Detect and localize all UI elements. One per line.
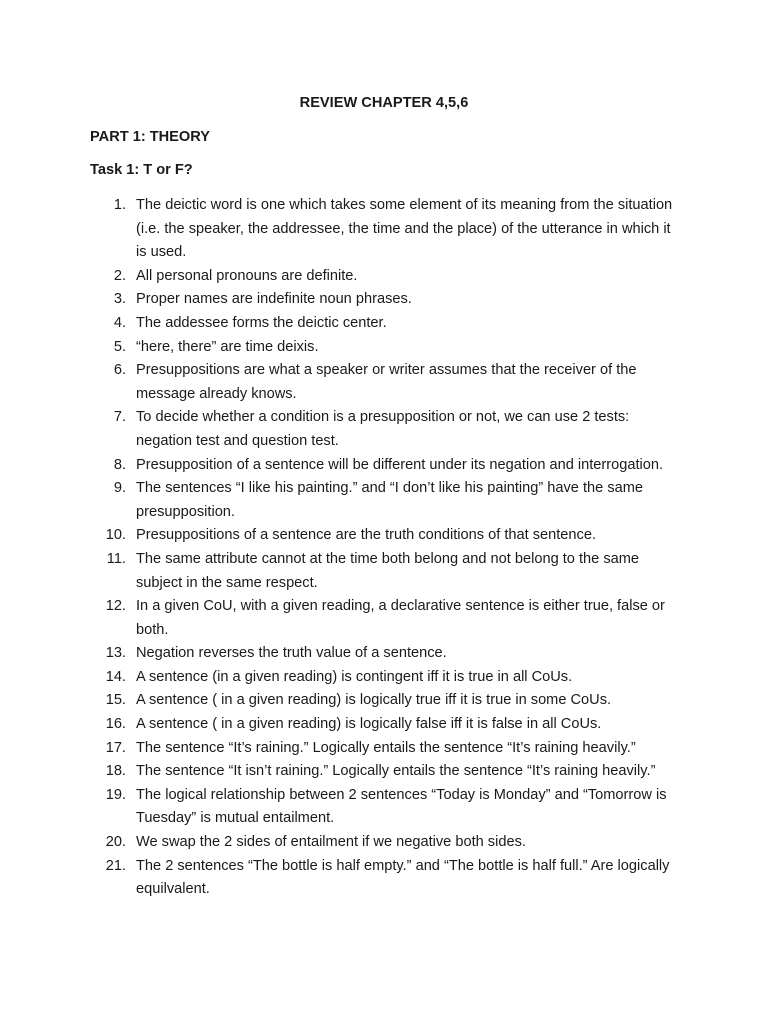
item-number: 2. (113, 267, 126, 284)
list-item (0, 760, 768, 784)
item-number: 20. (105, 834, 126, 851)
item-text: The sentence “It isn’t raining.” Logically entails the sentence “It’s raining heavily.” (136, 763, 656, 780)
list-item (0, 855, 768, 902)
document-title: REVIEW CHAPTER 4,5,6 (299, 95, 469, 111)
item-number: 15. (105, 692, 126, 709)
item-text: A sentence ( in a given reading) is logically false iff it is false in all CoUs. (136, 716, 602, 733)
item-number: 6. (113, 362, 126, 379)
item-text: Presupposition of a sentence will be different under its negation and interrogation. (136, 456, 664, 473)
item-text: The logical relationship between 2 sentences “Today is Monday” and “Tomorrow is Tuesday” is mutual entailment. (136, 786, 667, 827)
item-number: 18. (105, 763, 126, 780)
task-heading: Task 1: T or F? (90, 162, 193, 178)
item-number: 7. (113, 409, 126, 426)
list-item (0, 548, 768, 595)
item-text: The sentence “It’s raining.” Logically entails the sentence “It’s raining heavily.” (136, 739, 636, 756)
list-item (0, 359, 768, 406)
list-item (0, 336, 768, 360)
list-item (0, 737, 768, 761)
list-item (0, 454, 768, 478)
item-number: 13. (105, 645, 126, 662)
question-list (0, 194, 768, 902)
item-text: The same attribute cannot at the time both belong and not belong to the same subject in the same respect. (136, 550, 640, 591)
list-item (0, 265, 768, 289)
part-heading: PART 1: THEORY (90, 129, 210, 145)
list-item (0, 288, 768, 312)
list-item (0, 406, 768, 453)
list-item (0, 831, 768, 855)
list-item (0, 477, 768, 524)
item-text: A sentence (in a given reading) is contingent iff it is true in all CoUs. (136, 668, 573, 685)
item-number: 16. (105, 716, 126, 733)
item-text: The addessee forms the deictic center. (136, 314, 387, 331)
item-text: Presuppositions are what a speaker or writer assumes that the receiver of the message already knows. (136, 362, 637, 402)
list-item (0, 666, 768, 690)
item-text: A sentence ( in a given reading) is logically true iff it is true in some CoUs. (136, 692, 612, 709)
item-number: 11. (106, 550, 126, 567)
item-text: To decide whether a condition is a presupposition or not, we can use 2 tests: negation test and question test. (136, 409, 630, 449)
item-text: The sentences “I like his painting.” and “I don’t like his painting” have the same presupposition. (136, 480, 644, 520)
list-item (0, 595, 768, 642)
list-item (0, 689, 768, 713)
item-text: Presuppositions of a sentence are the truth conditions of that sentence. (136, 527, 596, 544)
item-text: The 2 sentences “The bottle is half empty.” and “The bottle is half full.” Are logically equilvalent. (136, 857, 670, 898)
item-number: 4. (113, 314, 126, 331)
item-number: 14. (105, 668, 126, 685)
list-item (0, 194, 768, 265)
list-item (0, 713, 768, 737)
item-number: 19. (105, 786, 126, 803)
item-number: 3. (113, 291, 126, 308)
list-item (0, 524, 768, 548)
item-number: 1. (113, 197, 126, 213)
item-number: 12. (105, 598, 126, 615)
item-number: 10. (105, 527, 126, 544)
item-text: Proper names are indefinite noun phrases. (136, 291, 412, 308)
item-number: 17. (105, 739, 126, 756)
item-number: 5. (113, 338, 126, 355)
item-number: 8. (113, 456, 126, 473)
item-text: “here, there” are time deixis. (136, 338, 319, 355)
item-text: In a given CoU, with a given reading, a declarative sentence is either true, false or both. (136, 598, 665, 638)
item-text: We swap the 2 sides of entailment if we negative both sides. (136, 834, 526, 851)
item-number: 21. (105, 857, 126, 874)
item-text: Negation reverses the truth value of a sentence. (136, 645, 447, 662)
item-text: The deictic word is one which takes some element of its meaning from the situation (i.e. the speaker, the addressee, the time and the place) of the utterance in which it is used. (136, 197, 673, 261)
list-item (0, 784, 768, 831)
list-item (0, 642, 768, 666)
item-text: All personal pronouns are definite. (136, 267, 358, 284)
item-number: 9. (113, 480, 126, 497)
list-item (0, 312, 768, 336)
